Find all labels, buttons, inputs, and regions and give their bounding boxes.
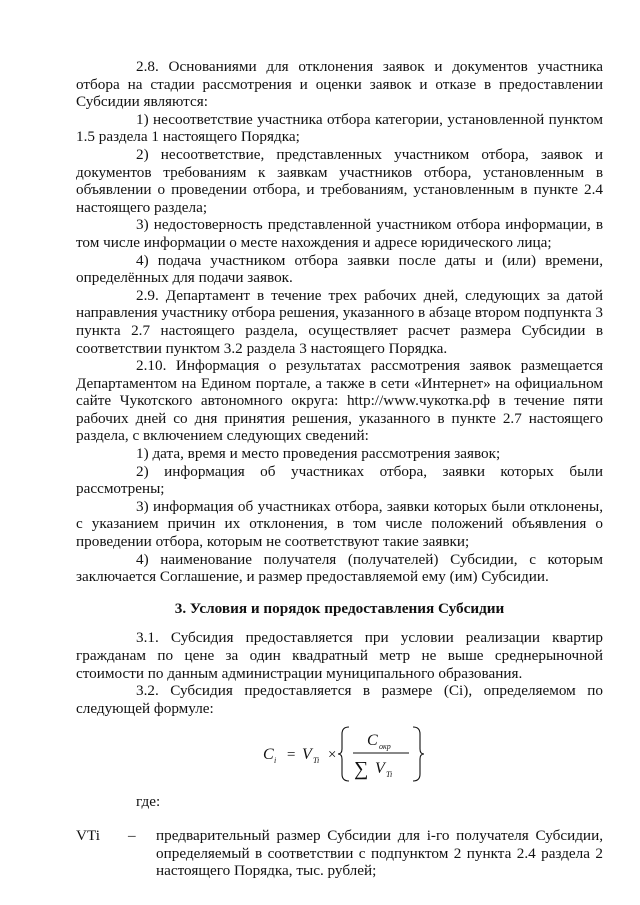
list-item: 4) наименование получателя (получателей) Субсидии, с которым заключается Соглашение, и размер предоставляемой ему (им) Субсидии. — [76, 550, 603, 586]
formula-eq: = — [286, 747, 297, 764]
paragraph-3-2: 3.2. Субсидия предоставляется в размере (Ci), определяемом по следующей формуле: — [76, 682, 603, 717]
formula-num: C — [367, 732, 378, 750]
formula-v: V — [302, 746, 312, 764]
right-brace — [413, 727, 424, 781]
definition-row — [76, 827, 603, 880]
left-brace — [338, 727, 349, 781]
formula-num-sub: окр — [379, 742, 391, 752]
formula-den: V — [375, 760, 385, 778]
list-item: 4) подача участником отбора заявки после даты и (или) времени, определённых для подачи заявок. — [76, 251, 603, 287]
formula-sum: ∑ — [354, 758, 369, 781]
document-page — [76, 58, 603, 880]
list-item: 3) информация об участниках отбора, заявки которых были отклонены, с указанием причин их отклонения, в том числе положений объявления о проведении отбора, которым не соответствуют такие заявки; — [76, 497, 603, 551]
formula-times: × — [327, 747, 338, 764]
list-item: 1) несоответствие участника отбора категории, установленной пунктом 1.5 раздела 1 настоящего Порядка; — [76, 110, 603, 146]
definition-symbol: VTi — [76, 826, 100, 844]
formula-svg — [261, 723, 461, 785]
definition-dash: – — [128, 826, 136, 844]
where-label: где: — [136, 793, 161, 811]
list-item: 1) дата, время и место проведения рассмотрения заявок; — [136, 445, 501, 463]
section-heading: 3. Условия и порядок предоставления Субсидии — [174, 599, 505, 617]
formula-lhs: C — [263, 746, 274, 764]
paragraph-2-10: 2.10. Информация о результатах рассмотрения заявок размещается Департаментом на Едином портале, а также в сети «Интернет» на официальном сайте Чукотского автономного округа: http://www.чукотка.рф в течение пяти рабочих дней со дня принятия решения, указанного в пункте 2.7 настоящего раздела, с включением следующих сведений: — [76, 357, 603, 445]
list-item: 3) недостоверность представленной участником отбора информации, в том числе информации о месте нахождения и адресе юридического лица; — [76, 216, 603, 251]
list-item: 2) информация об участниках отбора, заявки которых были рассмотрены; — [76, 462, 603, 498]
subsidy-formula — [76, 723, 603, 785]
formula-v-sub: Ti — [313, 756, 320, 766]
paragraph-3-1: 3.1. Субсидия предоставляется при условии реализации квартир гражданам по цене за один квадратный метр не выше среднерыночной стоимости по данным администрации муниципального образования. — [76, 629, 603, 682]
list-item: 2) несоответствие, представленных участником отбора, заявок и документов требованиям к заявкам участников отбора, установленным в объявлении о проведении отбора, и требованиям, установленным в пункте 2.4 настоящего раздела; — [76, 145, 603, 216]
definition-text: предварительный размер Субсидии для i-го получателя Субсидии, определяемый в соответствии с подпунктом 2 пункта 2.4 раздела 2 настоящего Порядка, тыс. рублей; — [156, 826, 603, 880]
paragraph-2-8: 2.8. Основаниями для отклонения заявок и документов участника отбора на стадии рассмотрения и оценки заявок и отказе в предоставлении Субсидии являются: — [76, 58, 603, 111]
formula-lhs-sub: i — [274, 756, 277, 766]
formula-den-sub: Ti — [386, 770, 393, 780]
paragraph-2-9: 2.9. Департамент в течение трех рабочих дней, следующих за датой направления участнику отбора решения, указанного в абзаце втором подпункта 3 пункта 2.7 настоящего раздела, осуществляет расчет размера Субсидии в соответствии пунктом 3.2 раздела 3 настоящего Порядка. — [76, 286, 603, 357]
